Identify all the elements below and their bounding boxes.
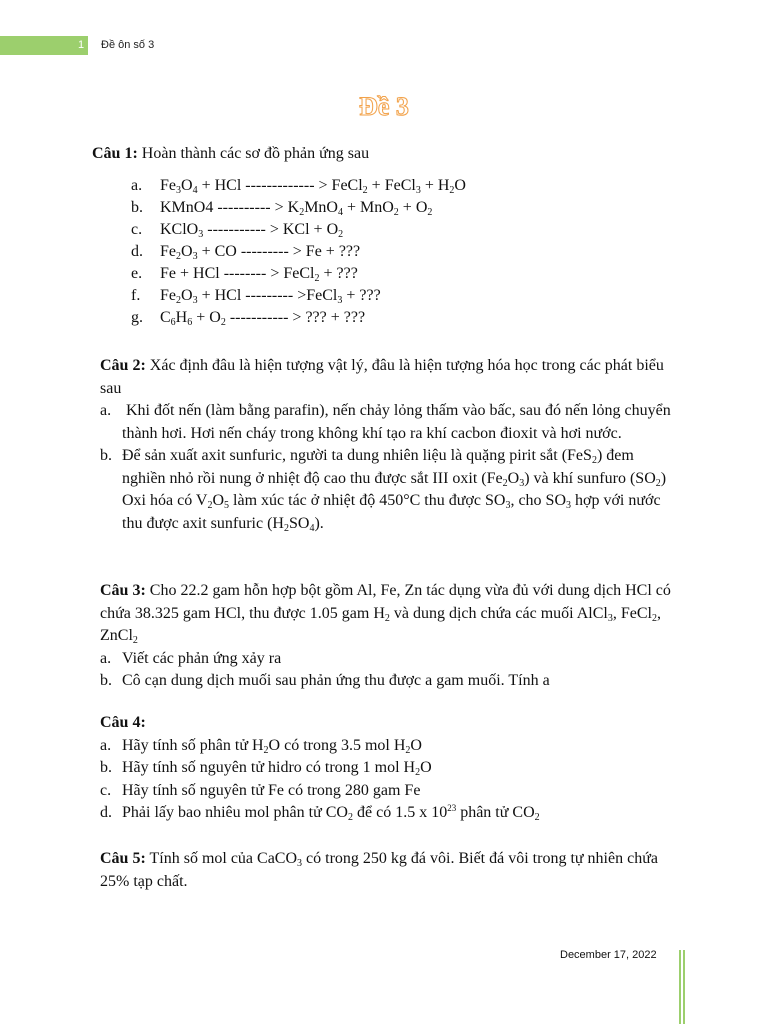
question-2 <box>100 355 680 535</box>
footer-date: December 17, 2022 <box>560 949 657 961</box>
question-1-heading <box>92 143 692 165</box>
page-header <box>0 36 768 55</box>
reaction-item <box>131 175 691 197</box>
reaction-item <box>131 307 691 329</box>
reaction-item <box>131 241 691 263</box>
question-3-item <box>100 648 680 671</box>
reaction-item-marker: e. <box>131 265 143 282</box>
question-2-item <box>100 400 680 445</box>
reaction-item <box>131 285 691 307</box>
question-3-text: Cho 22.2 gam hỗn hợp bột gồm Al, Fe, Zn tác dụng vừa đủ với dung dịch HCl có chứa 38.325 gam HCl, thu được 1.05 gam $H_2$ và dung dịch chứa các muối AlCl$_3$, FeCl$_2$, ZnCl$_2$ <box>100 582 671 646</box>
reaction-item-text: KClO$_3$ ----------- > KCl + $O_2$ <box>160 221 344 240</box>
question-4-item-marker: d. <box>100 804 112 821</box>
question-1-label: Câu 1: <box>92 145 138 162</box>
question-3-item-marker: b. <box>100 672 112 689</box>
question-3-label: Câu 3: <box>100 582 146 599</box>
question-1-text: Hoàn thành các sơ đồ phản ứng sau <box>137 145 370 162</box>
question-2-items <box>100 400 680 535</box>
question-2-item-marker: b. <box>100 447 112 464</box>
question-4-item-marker: b. <box>100 759 112 776</box>
page-number: 1 <box>77 39 85 51</box>
question-4-item <box>100 735 680 758</box>
reaction-item-marker: c. <box>131 221 143 238</box>
question-3-item-text: Cô cạn dung dịch muối sau phản ứng thu được a gam muối. Tính a <box>122 672 550 689</box>
question-3-item <box>100 670 680 693</box>
question-4-item <box>100 802 680 825</box>
reaction-item-text: $Fe_3O_4$ + HCl ------------- > FeCl$_2$ + FeCl$_3$ + $H_2O$ <box>160 177 466 196</box>
reaction-item-text: $Fe_2O_3$ + HCl --------- >FeCl$_3$ + ??? <box>160 287 381 306</box>
question-3-items <box>100 648 680 693</box>
reaction-item-text: $Fe_2O_3$ + CO --------- > Fe + ??? <box>160 243 361 262</box>
reaction-item-marker: b. <box>131 199 143 216</box>
reaction-item <box>131 263 691 285</box>
reaction-item-marker: d. <box>131 243 143 260</box>
question-2-item-marker: a. <box>100 402 112 419</box>
question-3-item-text: Viết các phản ứng xảy ra <box>122 649 282 667</box>
question-2-item <box>100 445 680 535</box>
question-4-item-marker: c. <box>100 781 112 799</box>
question-5-text: Tính số mol của CaCO$_3$ có trong 250 kg đá vôi. Biết đá vôi trong tự nhiên chứa 25% tạp chất. <box>100 850 658 890</box>
header-title: Đề ôn số 3 <box>101 39 155 51</box>
question-4-items <box>100 735 680 825</box>
question-2-item-text: Khi đốt nến (làm bằng parafin), nến chảy lỏng thấm vào bấc, sau đó nến lỏng chuyển thành hơi. Hơi nến cháy trong không khí tạo ra khí cacbon đioxit và hơi nước. <box>122 402 671 442</box>
question-4-item-marker: a. <box>100 736 112 754</box>
footer-rule-1 <box>679 950 681 1024</box>
question-2-label: Câu 2: <box>100 357 146 374</box>
reaction-item <box>131 197 691 219</box>
question-4-item <box>100 757 680 780</box>
question-4-item-text: Hãy tính số nguyên tử hidro có trong 1 mol $H_2O$ <box>122 759 432 778</box>
reaction-item-marker: f. <box>131 287 141 304</box>
footer-rule-2 <box>683 950 685 1024</box>
question-1-reactions <box>131 175 691 329</box>
question-2-item-text: Để sản xuất axit sunfuric, người ta dung nhiên liệu là quặng pirit sắt (FeS$_2$) đem nghiền nhỏ rồi nung ở nhiệt độ cao thu được sắt III oxit $(Fe_2O_3)$ và khí sunfuro $(SO_2)$ Oxi hóa có $V_2O_5$ làm xúc tác ở nhiệt độ 450°C thu được $SO_3$, cho $SO_3$ hợp với nước thu được axit sunfuric $(H_2SO_4)$. <box>122 447 667 534</box>
reaction-item-text: $C_6H_6 + O_2$ ----------- > ??? + ??? <box>160 309 366 328</box>
question-5 <box>100 848 680 893</box>
reaction-item-marker: a. <box>131 177 143 194</box>
question-3-item-marker: a. <box>100 649 112 667</box>
reaction-item-text: Fe + HCl -------- > FeCl$_2$ + ??? <box>160 265 358 284</box>
question-4-item <box>100 780 680 803</box>
question-4-item-text: Hãy tính số phân tử $H_2O$ có trong 3.5 mol $H_2O$ <box>122 736 422 756</box>
question-4-item-text: Phải lấy bao nhiêu mol phân tử $CO_2$ để có 1.5 x $10^{23}$ phân tử $CO_2$ <box>122 803 540 823</box>
question-4-item-text: Hãy tính số nguyên tử Fe có trong 280 gam Fe <box>122 781 421 799</box>
question-3 <box>100 580 680 693</box>
reaction-item <box>131 219 691 241</box>
reaction-item-text: KMnO4 ---------- > $K_2MnO_4 + MnO_2 + O_2$ <box>160 199 433 218</box>
question-2-text: Xác định đâu là hiện tượng vật lý, đâu là hiện tượng hóa học trong các phát biểu sau <box>100 357 664 397</box>
question-4 <box>100 712 680 825</box>
question-5-label: Câu 5: <box>100 850 146 867</box>
question-4-label: Câu 4: <box>100 714 146 731</box>
document-title: Đề 3 <box>359 92 409 121</box>
reaction-item-marker: g. <box>131 309 143 326</box>
